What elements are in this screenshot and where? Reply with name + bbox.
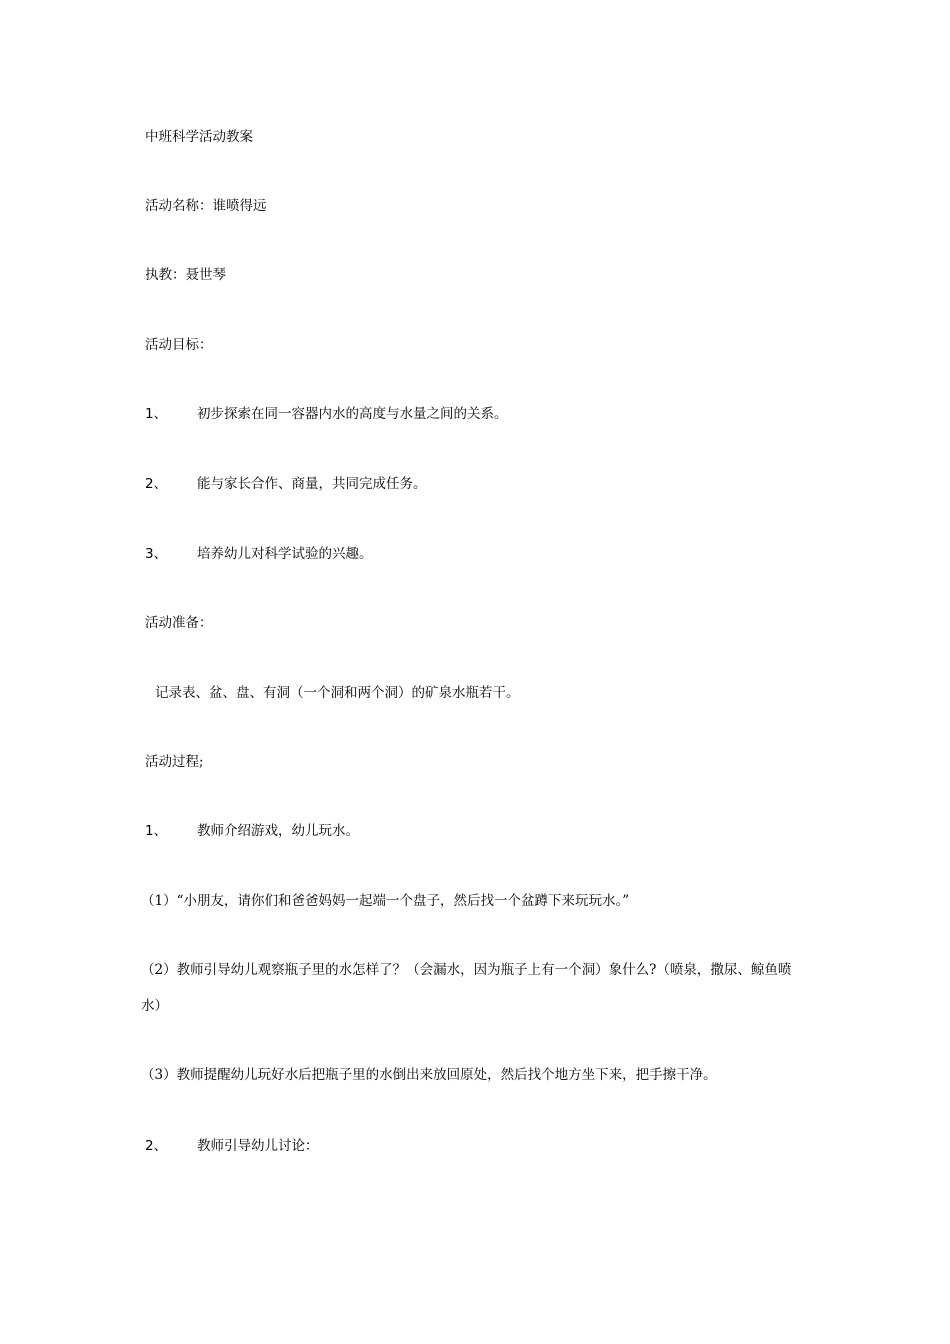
document-title: 中班科学活动教案 — [145, 129, 253, 145]
prep-heading: 活动准备： — [145, 615, 213, 631]
goal-number: 3、 — [145, 546, 168, 562]
goal-item — [145, 545, 373, 563]
step-number: 1、 — [145, 823, 168, 839]
goal-item — [145, 405, 508, 423]
step-text: 教师介绍游戏，幼儿玩水。 — [197, 823, 359, 839]
goal-text: 初步探索在同一容器内水的高度与水量之间的关系。 — [197, 406, 508, 422]
step-item — [145, 822, 359, 840]
teacher-line: 执教：聂世琴 — [145, 267, 226, 283]
goal-item — [145, 475, 427, 493]
step-text: 教师引导幼儿讨论： — [197, 1138, 319, 1154]
prep-text: 记录表、盆、盘、有洞（一个洞和两个洞）的矿泉水瓶若干。 — [155, 685, 520, 701]
sub-item: （2）教师引导幼儿观察瓶子里的水怎样了？（会漏水，因为瓶子上有一个洞）象什么?（喷泉，撒尿、鲸鱼喷水） — [141, 962, 792, 1014]
sub-item: （3）教师提醒幼儿玩好水后把瓶子里的水倒出来放回原处，然后找个地方坐下来，把手擦干净。 — [141, 1067, 717, 1083]
activity-name: 活动名称：谁喷得远 — [145, 198, 267, 214]
sub-item: （1）“小朋友，请你们和爸爸妈妈一起端一个盘子，然后找一个盆蹲下来玩玩水。” — [141, 893, 630, 909]
goal-number: 1、 — [145, 406, 168, 422]
step-item — [145, 1137, 319, 1155]
goal-text: 培养幼儿对科学试验的兴趣。 — [197, 546, 373, 562]
goals-heading: 活动目标： — [145, 337, 213, 353]
goal-number: 2、 — [145, 476, 168, 492]
step-number: 2、 — [145, 1138, 168, 1154]
process-heading: 活动过程; — [145, 754, 204, 770]
goal-text: 能与家长合作、商量，共同完成任务。 — [197, 476, 427, 492]
